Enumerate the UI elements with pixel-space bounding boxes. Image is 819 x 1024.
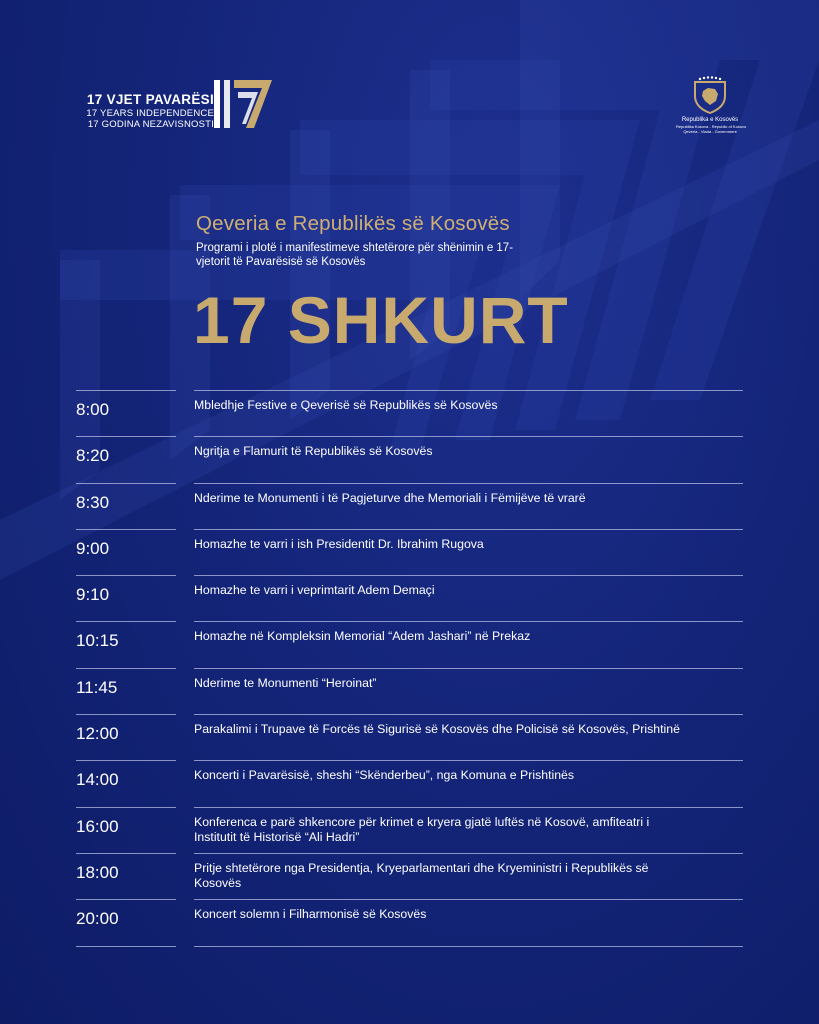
divider: [194, 575, 743, 576]
divider: [76, 483, 176, 484]
event-time: 8:30: [76, 492, 110, 512]
divider: [76, 575, 176, 576]
logo-line-albanian: 17 VJET PAVARËSI: [86, 92, 214, 107]
logo-line-english: 17 YEARS INDEPENDENCE: [86, 108, 214, 119]
divider: [194, 807, 743, 808]
schedule-row: [76, 575, 743, 621]
coat-of-arms-icon: [691, 76, 729, 114]
logo-text: [74, 92, 214, 130]
divider: [194, 529, 743, 530]
event-time: 8:20: [76, 446, 110, 466]
seventeen-logo-icon: [212, 74, 274, 134]
divider: [194, 621, 743, 622]
schedule-row: [76, 853, 743, 899]
schedule-row: [76, 807, 743, 853]
event-time: 10:15: [76, 631, 119, 651]
logo-line-serbian: 17 GODINA NEZAVISNOSTI: [87, 119, 214, 130]
event-time: 9:00: [76, 538, 110, 558]
divider: [76, 946, 176, 947]
schedule-row: [76, 760, 743, 806]
date-heading: 17 SHKURT: [193, 283, 569, 357]
divider: [76, 668, 176, 669]
emblem-subtitle: Republika Kosova - Republic of Kosovo: [676, 124, 747, 129]
divider: [76, 529, 176, 530]
event-time: 12:00: [76, 724, 119, 744]
schedule-row: [76, 714, 743, 760]
event-description: Homazhe te varri i ish Presidentit Dr. Ibrahim Rugova: [194, 536, 484, 551]
divider: [76, 714, 176, 715]
event-description: Homazhe në Kompleksin Memorial “Adem Jashari” në Prekaz: [194, 629, 531, 644]
divider: [194, 483, 743, 484]
divider: [194, 436, 743, 437]
divider: [76, 436, 176, 437]
divider: [194, 668, 743, 669]
divider: [194, 899, 743, 900]
event-time: 8:00: [76, 400, 110, 419]
schedule-list: [76, 390, 743, 948]
emblem-subtitle-2: Qeveria - Vlada - Government: [683, 129, 737, 134]
divider: [76, 807, 176, 808]
divider: [76, 621, 176, 622]
government-title: Qeveria e Republikës së Kosovës: [196, 212, 510, 235]
divider: [76, 390, 176, 391]
event-time: 20:00: [76, 909, 119, 929]
program-intro: Programi i plotë i manifestimeve shtetërore për shënimin e 17-vjetorit të Pavarësisë së Kosovës: [196, 242, 514, 268]
divider: [194, 714, 743, 715]
event-description: Pritje shtetërore nga Presidentja, Kryeparlamentari dhe Kryeministri i Republikës së Kosovës: [194, 860, 649, 890]
event-description: Ngritja e Flamurit të Republikës së Kosovës: [194, 444, 433, 459]
event-description: Koncert solemn i Filharmonisë së Kosovës: [194, 907, 427, 922]
schedule-end: [76, 946, 743, 948]
event-description: Nderime te Monumenti i të Pagjeturve dhe Memoriali i Fëmijëve të vrarë: [194, 490, 586, 505]
event-time: 11:45: [76, 677, 118, 697]
divider: [76, 899, 176, 900]
event-time: 18:00: [76, 862, 119, 882]
event-description: Nderime te Monumenti “Heroinat”: [194, 675, 377, 690]
schedule-row: [76, 621, 743, 667]
divider: [194, 390, 743, 391]
event-time: 9:10: [76, 585, 110, 605]
divider: [76, 853, 176, 854]
event-description: Koncerti i Pavarësisë, sheshi “Skënderbeu”, nga Komuna e Prishtinës: [194, 768, 575, 783]
schedule-row: [76, 529, 743, 575]
event-description: Parakalimi i Trupave të Forcës të Sigurisë së Kosovës dhe Policisë së Kosovës, Prishtinë: [194, 722, 680, 737]
event-description: Mbledhje Festive e Qeverisë së Republikës së Kosovës: [194, 398, 498, 412]
schedule-row: [76, 436, 743, 482]
divider: [194, 853, 743, 854]
event-description: Homazhe te varri i veprimtarit Adem Demaçi: [194, 583, 435, 598]
event-time: 16:00: [76, 816, 119, 836]
schedule-row: [76, 899, 743, 945]
schedule-row: [76, 668, 743, 714]
event-description: Konferenca e parë shkencore për krimet e kryera gjatë luftës në Kosovë, amfiteatri i Institutit të Historisë “Ali Hadri”: [194, 814, 650, 844]
divider: [194, 946, 743, 947]
divider: [76, 760, 176, 761]
event-time: 14:00: [76, 770, 119, 790]
schedule-row: [76, 483, 743, 529]
divider: [194, 760, 743, 761]
kosovo-emblem: [676, 76, 747, 134]
emblem-title: Republika e Kosovës: [681, 117, 739, 123]
schedule-row: [76, 390, 743, 436]
